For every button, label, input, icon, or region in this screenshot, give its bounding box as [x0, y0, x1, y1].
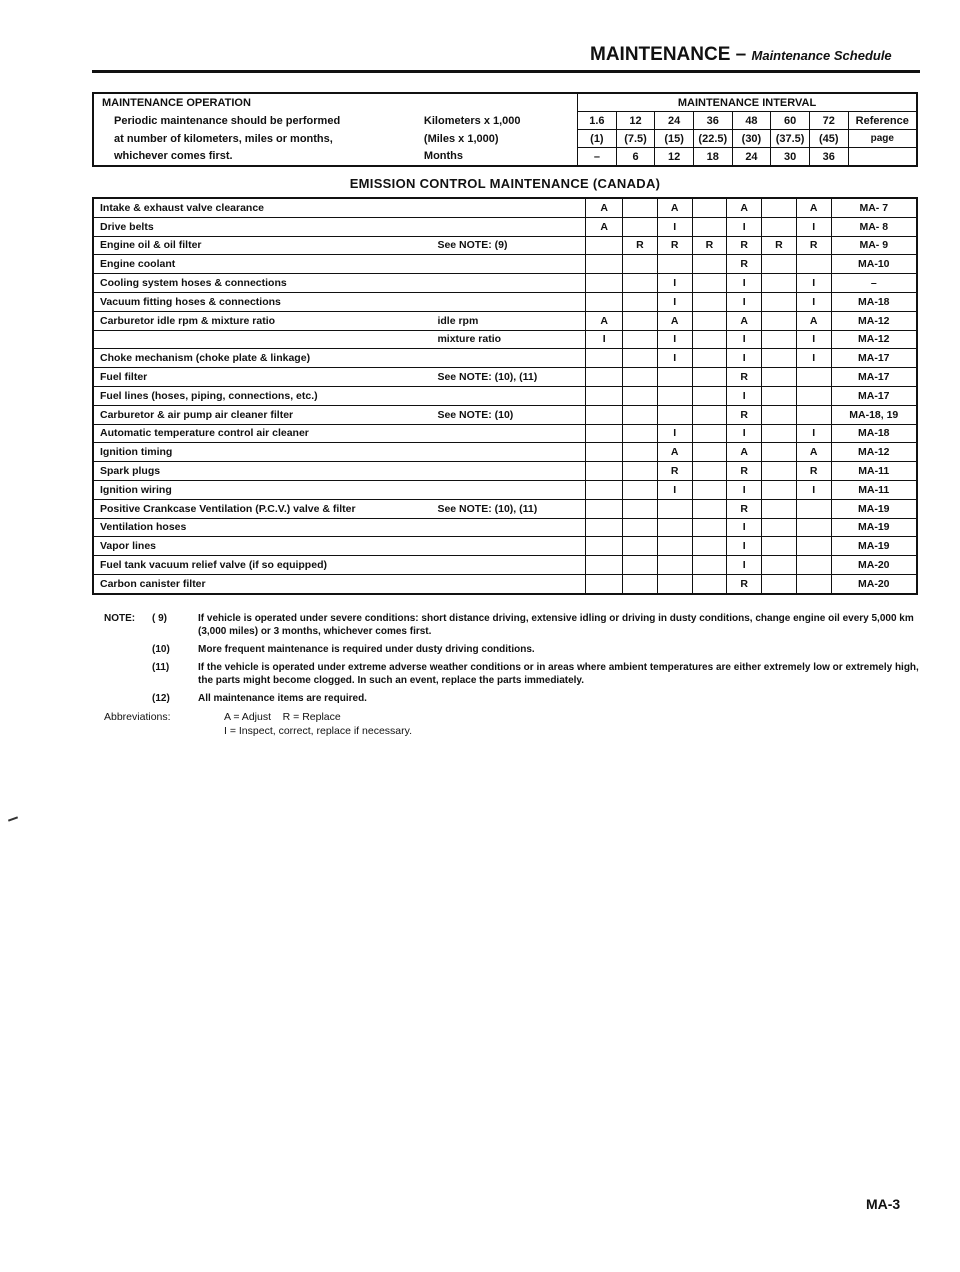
interval-cell [692, 499, 727, 518]
maintenance-row [93, 255, 917, 274]
reference-page: MA- 9 [831, 236, 917, 255]
page-number: MA-3 [866, 1196, 901, 1212]
note-item [104, 661, 924, 687]
interval-cell: R [727, 405, 762, 424]
interval-cell [657, 255, 692, 274]
interval-cell: I [796, 480, 831, 499]
interval-cell [762, 311, 797, 330]
operation-desc-line: whichever comes first. [93, 148, 421, 167]
item-name: Intake & exhaust valve clearance [93, 198, 434, 217]
months-cell: 36 [809, 148, 848, 167]
interval-cell [762, 537, 797, 556]
miles-cell: (15) [655, 130, 694, 148]
months-cell: 6 [616, 148, 655, 167]
months-cell: 24 [732, 148, 771, 167]
interval-cell [692, 556, 727, 575]
maintenance-row [93, 424, 917, 443]
maintenance-table-body [93, 198, 917, 594]
item-note [434, 198, 585, 217]
interval-cell [586, 443, 623, 462]
interval-cell [586, 292, 623, 311]
reference-page: MA- 7 [831, 198, 917, 217]
interval-cell: I [796, 292, 831, 311]
operation-desc-line: Periodic maintenance should be performed [93, 112, 421, 130]
abbreviations [104, 710, 924, 724]
interval-cell [657, 368, 692, 387]
interval-cell [762, 292, 797, 311]
unit-miles: (Miles x 1,000) [423, 132, 499, 145]
operation-title: MAINTENANCE OPERATION [93, 93, 578, 112]
interval-cell [692, 386, 727, 405]
interval-cell [796, 255, 831, 274]
reference-page: MA-18, 19 [831, 405, 917, 424]
interval-cell [586, 368, 623, 387]
interval-cell [657, 405, 692, 424]
unit-km: Kilometers x 1,000 [423, 114, 521, 127]
maintenance-row [93, 330, 917, 349]
interval-cell: I [727, 424, 762, 443]
interval-cell [796, 405, 831, 424]
interval-cell [692, 255, 727, 274]
item-name: Ventilation hoses [93, 518, 434, 537]
interval-cell [586, 255, 623, 274]
reference-page: MA-18 [831, 424, 917, 443]
item-name: Ignition timing [93, 443, 434, 462]
km-cell: 24 [655, 112, 694, 130]
interval-cell: A [586, 198, 623, 217]
interval-cell [623, 292, 658, 311]
reference-page: MA-19 [831, 537, 917, 556]
item-name: Spark plugs [93, 462, 434, 481]
scan-mark [8, 816, 18, 821]
note-item [104, 692, 924, 705]
interval-cell [623, 274, 658, 293]
km-cell: 72 [809, 112, 848, 130]
item-note [434, 274, 585, 293]
maintenance-row [93, 556, 917, 575]
item-name: Ignition wiring [93, 480, 434, 499]
interval-cell [623, 386, 658, 405]
interval-cell [796, 537, 831, 556]
interval-cell [762, 368, 797, 387]
interval-cell: R [727, 368, 762, 387]
note-number: (12) [152, 693, 170, 704]
interval-cell [623, 368, 658, 387]
interval-cell [762, 255, 797, 274]
interval-cell [692, 424, 727, 443]
reference-page: MA-19 [831, 518, 917, 537]
interval-cell: I [657, 330, 692, 349]
item-note [434, 480, 585, 499]
interval-cell [692, 198, 727, 217]
maintenance-row [93, 236, 917, 255]
reference-page: MA-20 [831, 574, 917, 593]
item-name: Carburetor idle rpm & mixture ratio [93, 311, 434, 330]
interval-cell [692, 274, 727, 293]
maintenance-row [93, 274, 917, 293]
interval-cell: A [796, 198, 831, 217]
maintenance-row [93, 499, 917, 518]
interval-cell: I [727, 537, 762, 556]
reference-page: MA-17 [831, 386, 917, 405]
note-number: (11) [152, 662, 170, 673]
maintenance-row [93, 405, 917, 424]
interval-header-table [92, 92, 918, 167]
interval-cell [692, 311, 727, 330]
interval-cell: I [727, 292, 762, 311]
maintenance-row [93, 292, 917, 311]
interval-cell [586, 480, 623, 499]
maintenance-table [92, 197, 918, 595]
note-item [104, 612, 924, 638]
item-note [434, 443, 585, 462]
interval-cell [586, 537, 623, 556]
interval-cell: I [727, 518, 762, 537]
miles-cell: (37.5) [771, 130, 810, 148]
item-name: Carbon canister filter [93, 574, 434, 593]
interval-cell [586, 349, 623, 368]
interval-cell [692, 292, 727, 311]
interval-cell: R [657, 236, 692, 255]
interval-cell [762, 330, 797, 349]
interval-cell: R [762, 236, 797, 255]
months-cell: 30 [771, 148, 810, 167]
interval-cell [762, 424, 797, 443]
interval-cell: A [727, 311, 762, 330]
interval-cell [796, 386, 831, 405]
interval-cell: R [727, 574, 762, 593]
note-text: More frequent maintenance is required under dusty driving conditions. [198, 644, 535, 655]
interval-cell [623, 255, 658, 274]
interval-cell [623, 217, 658, 236]
item-name: Vapor lines [93, 537, 434, 556]
note-label: NOTE: [104, 613, 136, 624]
maintenance-row [93, 368, 917, 387]
note-text: All maintenance items are required. [198, 693, 367, 704]
interval-cell [692, 368, 727, 387]
interval-cell: A [727, 443, 762, 462]
header-title: MAINTENANCE [590, 44, 731, 65]
interval-title: MAINTENANCE INTERVAL [578, 93, 917, 112]
interval-cell: I [727, 386, 762, 405]
item-note: mixture ratio [434, 330, 585, 349]
item-name: Fuel filter [93, 368, 434, 387]
item-note [434, 349, 585, 368]
page-header [590, 44, 892, 66]
item-name: Carburetor & air pump air cleaner filter [93, 405, 434, 424]
interval-cell [762, 518, 797, 537]
reference-page: MA-19 [831, 499, 917, 518]
note-item [104, 643, 924, 656]
abbreviations-line: A = Adjust R = Replace [224, 711, 341, 723]
interval-cell: A [586, 311, 623, 330]
reference-page: MA-11 [831, 480, 917, 499]
interval-cell [692, 574, 727, 593]
interval-cell [692, 480, 727, 499]
operation-desc-line: at number of kilometers, miles or months, [93, 130, 421, 148]
interval-cell: R [727, 499, 762, 518]
maintenance-row [93, 443, 917, 462]
interval-cell [796, 556, 831, 575]
interval-cell: I [796, 330, 831, 349]
notes-section [104, 612, 924, 738]
item-name: Drive belts [93, 217, 434, 236]
interval-cell [586, 424, 623, 443]
interval-cell: I [657, 480, 692, 499]
interval-cell [623, 198, 658, 217]
interval-cell: R [796, 236, 831, 255]
interval-cell [623, 574, 658, 593]
reference-page: MA-17 [831, 349, 917, 368]
interval-cell: I [796, 274, 831, 293]
interval-cell [692, 443, 727, 462]
note-text: If the vehicle is operated under extreme adverse weather conditions or in areas where ambient temperatures are either extremely low or extremely high, the parts might become clogged. In such an event, replace the parts immediately. [198, 662, 919, 686]
interval-cell: I [586, 330, 623, 349]
miles-cell: (45) [809, 130, 848, 148]
header-dash: – [730, 44, 752, 65]
item-name: Cooling system hoses & connections [93, 274, 434, 293]
interval-cell [692, 518, 727, 537]
interval-cell [692, 405, 727, 424]
abbreviations-line: I = Inspect, correct, replace if necessary. [224, 725, 413, 737]
interval-cell [623, 556, 658, 575]
interval-cell: A [796, 311, 831, 330]
abbreviations-label: Abbreviations: [104, 711, 171, 723]
maintenance-row [93, 217, 917, 236]
interval-cell [762, 198, 797, 217]
reference-page: – [831, 274, 917, 293]
interval-cell [623, 537, 658, 556]
reference-page: MA-20 [831, 556, 917, 575]
interval-cell [623, 462, 658, 481]
note-text: If vehicle is operated under severe conditions: short distance driving, extensive idling or driving in dusty conditions, change engine oil every 5,000 km (3,000 miles) or 3 months, whichever comes first. [198, 613, 914, 637]
item-note: idle rpm [434, 311, 585, 330]
item-note [434, 255, 585, 274]
interval-cell: A [727, 198, 762, 217]
item-name: Automatic temperature control air cleaner [93, 424, 434, 443]
interval-cell [623, 405, 658, 424]
interval-cell: R [623, 236, 658, 255]
interval-cell [586, 518, 623, 537]
interval-cell: R [727, 255, 762, 274]
reference-header: Reference [848, 112, 917, 130]
interval-cell [586, 462, 623, 481]
item-note [434, 424, 585, 443]
interval-cell [692, 217, 727, 236]
item-note: See NOTE: (10), (11) [434, 368, 585, 387]
reference-header-page: page [848, 130, 917, 148]
interval-cell [762, 499, 797, 518]
item-name: Vacuum fitting hoses & connections [93, 292, 434, 311]
item-note: See NOTE: (9) [434, 236, 585, 255]
reference-page: MA-12 [831, 311, 917, 330]
months-cell: 12 [655, 148, 694, 167]
interval-cell [586, 236, 623, 255]
interval-cell [623, 311, 658, 330]
interval-cell [623, 330, 658, 349]
interval-cell [657, 556, 692, 575]
item-name: Engine oil & oil filter [93, 236, 434, 255]
months-cell: 18 [693, 148, 732, 167]
reference-page: MA-12 [831, 443, 917, 462]
interval-cell [623, 499, 658, 518]
miles-cell: (7.5) [616, 130, 655, 148]
km-cell: 1.6 [578, 112, 617, 130]
section-title: EMISSION CONTROL MAINTENANCE (CANADA) [349, 176, 661, 191]
reference-page: MA-17 [831, 368, 917, 387]
interval-cell [762, 274, 797, 293]
interval-cell [623, 518, 658, 537]
interval-cell: R [692, 236, 727, 255]
interval-cell [796, 518, 831, 537]
item-note [434, 556, 585, 575]
interval-cell: I [727, 217, 762, 236]
interval-cell [586, 556, 623, 575]
interval-cell [657, 499, 692, 518]
header-rule [92, 70, 920, 73]
item-name: Positive Crankcase Ventilation (P.C.V.) valve & filter [93, 499, 434, 518]
interval-cell [762, 349, 797, 368]
maintenance-row [93, 311, 917, 330]
maintenance-row [93, 349, 917, 368]
interval-cell: R [727, 462, 762, 481]
note-number: (10) [152, 644, 170, 655]
km-cell: 12 [616, 112, 655, 130]
interval-cell [586, 274, 623, 293]
unit-months: Months [421, 148, 578, 167]
item-name: Fuel tank vacuum relief valve (if so equipped) [93, 556, 434, 575]
reference-page: MA-11 [831, 462, 917, 481]
item-name: Choke mechanism (choke plate & linkage) [93, 349, 434, 368]
item-note [434, 537, 585, 556]
months-cell: – [578, 148, 617, 167]
interval-cell: R [727, 236, 762, 255]
interval-cell [692, 537, 727, 556]
reference-page: MA- 8 [831, 217, 917, 236]
interval-cell [796, 499, 831, 518]
interval-cell [692, 462, 727, 481]
interval-cell [623, 349, 658, 368]
interval-cell: I [727, 274, 762, 293]
maintenance-row [93, 574, 917, 593]
interval-cell [762, 574, 797, 593]
item-note [434, 462, 585, 481]
interval-cell [762, 443, 797, 462]
interval-cell [762, 405, 797, 424]
maintenance-row [93, 480, 917, 499]
reference-page: MA-18 [831, 292, 917, 311]
reference-page: MA-12 [831, 330, 917, 349]
interval-cell [623, 443, 658, 462]
interval-cell [623, 424, 658, 443]
item-name [93, 330, 434, 349]
item-note [434, 217, 585, 236]
interval-cell [762, 556, 797, 575]
abbreviations [104, 724, 924, 738]
interval-cell [586, 499, 623, 518]
interval-cell [657, 518, 692, 537]
maintenance-row [93, 518, 917, 537]
interval-cell [762, 217, 797, 236]
interval-cell [586, 386, 623, 405]
interval-cell: A [657, 198, 692, 217]
interval-cell: I [796, 349, 831, 368]
header-subtitle: Maintenance Schedule [751, 48, 892, 63]
interval-cell [586, 574, 623, 593]
interval-cell: I [657, 292, 692, 311]
interval-cell [586, 405, 623, 424]
item-note [434, 574, 585, 593]
item-name: Fuel lines (hoses, piping, connections, etc.) [93, 386, 434, 405]
item-note [434, 518, 585, 537]
interval-cell [762, 462, 797, 481]
reference-page: MA-10 [831, 255, 917, 274]
km-cell: 60 [771, 112, 810, 130]
item-note: See NOTE: (10), (11) [434, 499, 585, 518]
interval-cell: I [727, 480, 762, 499]
reference-empty [848, 148, 917, 167]
interval-cell [796, 574, 831, 593]
interval-cell [692, 349, 727, 368]
interval-cell: I [796, 217, 831, 236]
interval-cell: I [727, 349, 762, 368]
item-note [434, 292, 585, 311]
interval-cell: I [657, 349, 692, 368]
maintenance-row [93, 198, 917, 217]
interval-cell [657, 574, 692, 593]
interval-cell: A [657, 311, 692, 330]
interval-cell [762, 480, 797, 499]
interval-cell: I [657, 217, 692, 236]
interval-cell [796, 368, 831, 387]
interval-cell: A [586, 217, 623, 236]
interval-cell: A [796, 443, 831, 462]
miles-cell: (30) [732, 130, 771, 148]
interval-cell: R [796, 462, 831, 481]
interval-cell: I [657, 274, 692, 293]
item-note [434, 386, 585, 405]
interval-cell: R [657, 462, 692, 481]
interval-cell: A [657, 443, 692, 462]
maintenance-row [93, 537, 917, 556]
interval-cell [762, 386, 797, 405]
miles-cell: (1) [578, 130, 617, 148]
interval-cell: I [657, 424, 692, 443]
note-number: ( 9) [152, 613, 167, 624]
interval-cell [657, 386, 692, 405]
interval-cell: I [727, 556, 762, 575]
maintenance-row [93, 386, 917, 405]
maintenance-row [93, 462, 917, 481]
km-cell: 48 [732, 112, 771, 130]
miles-cell: (22.5) [693, 130, 732, 148]
interval-cell: I [796, 424, 831, 443]
interval-cell [657, 537, 692, 556]
interval-cell [692, 330, 727, 349]
km-cell: 36 [693, 112, 732, 130]
item-note: See NOTE: (10) [434, 405, 585, 424]
interval-cell [623, 480, 658, 499]
interval-cell: I [727, 330, 762, 349]
item-name: Engine coolant [93, 255, 434, 274]
